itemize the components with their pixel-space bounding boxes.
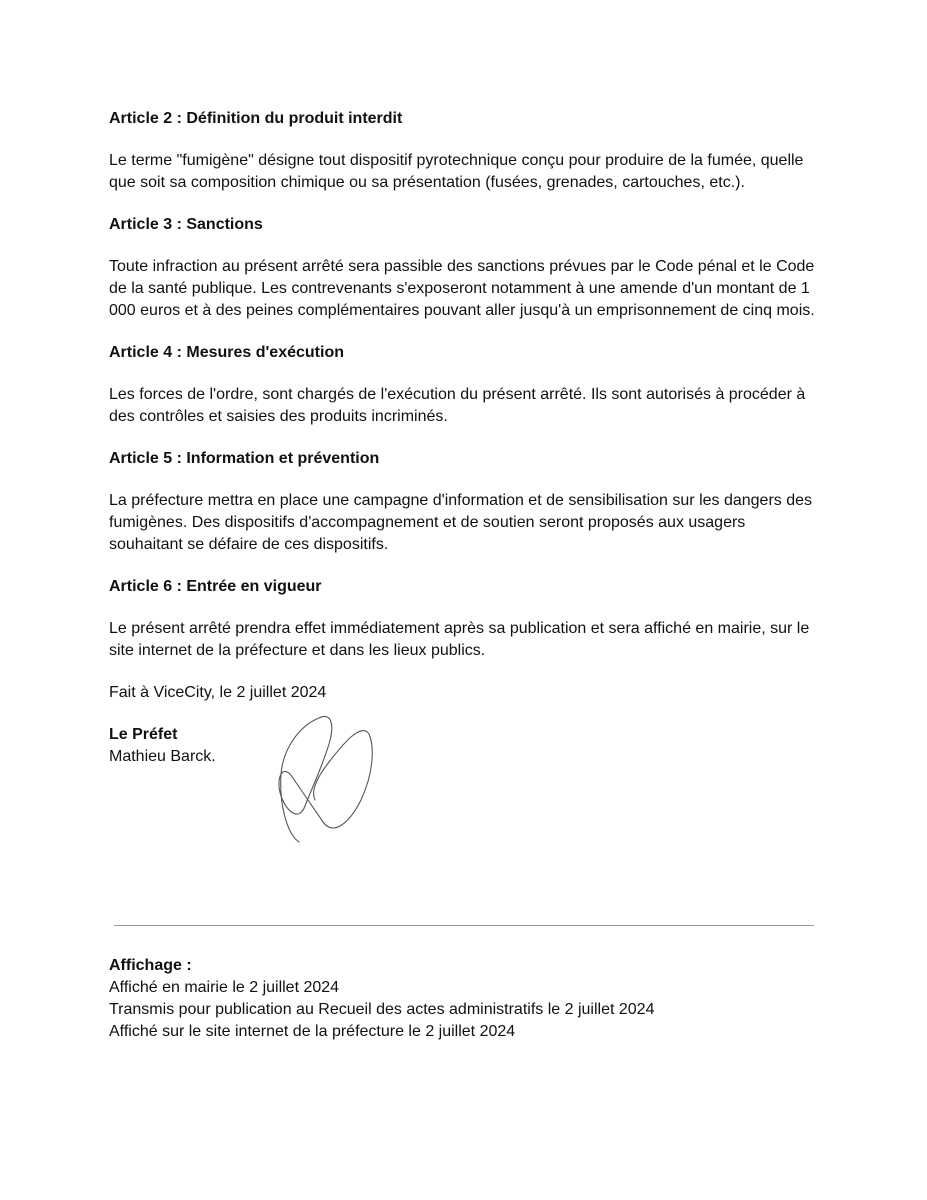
article-text: Le présent arrêté prendra effet immédiatement après sa publication et sera affiché en mairie, sur le site internet de la préfecture et dans les lieux publics. [109, 620, 810, 659]
affichage-line: Affiché en mairie le 2 juillet 2024 [109, 979, 340, 996]
article-3 [109, 214, 819, 322]
article-2 [109, 108, 819, 194]
place-and-date: Fait à ViceCity, le 2 juillet 2024 [109, 684, 327, 701]
affichage-section [109, 955, 829, 1043]
signer-name: Mathieu Barck. [109, 748, 216, 765]
article-6 [109, 576, 819, 662]
article-heading: Article 5 : Information et prévention [109, 450, 380, 467]
article-heading: Article 3 : Sanctions [109, 216, 263, 233]
article-4 [109, 342, 819, 428]
horizontal-divider [114, 925, 814, 926]
document-body [109, 108, 819, 854]
article-text: Le terme "fumigène" désigne tout dispositif pyrotechnique conçu pour produire de la fumée, quelle que soit sa composition chimique ou sa présentation (fusées, grenades, cartouches, etc.). [109, 152, 804, 191]
affichage-line: Affiché sur le site internet de la préfecture le 2 juillet 2024 [109, 1023, 516, 1040]
article-heading: Article 6 : Entrée en vigueur [109, 578, 322, 595]
signer-title: Le Préfet [109, 726, 178, 743]
article-text: La préfecture mettra en place une campagne d'information et de sensibilisation sur les dangers des fumigènes. Des dispositifs d'accompagnement et de soutien seront proposés aux usagers souhaitant se défaire de ces dispositifs. [109, 492, 813, 553]
article-text: Les forces de l'ordre, sont chargés de l'exécution du présent arrêté. Ils sont autorisés à procéder à des contrôles et saisies des produits incriminés. [109, 386, 806, 425]
article-text: Toute infraction au présent arrêté sera passible des sanctions prévues par le Code pénal et le Code de la santé publique. Les contrevenants s'exposeront notamment à une amende d'un montant de 1 000 euros et à des peines complémentaires pouvant aller jusqu'à un emprisonnement de cinq mois. [109, 258, 815, 319]
signature-icon [259, 704, 379, 854]
article-heading: Article 4 : Mesures d'exécution [109, 344, 344, 361]
affichage-title: Affichage : [109, 957, 192, 974]
article-heading: Article 2 : Définition du produit interdit [109, 110, 403, 127]
affichage-line: Transmis pour publication au Recueil des actes administratifs le 2 juillet 2024 [109, 1001, 655, 1018]
article-5 [109, 448, 819, 556]
signature-block [109, 724, 819, 854]
